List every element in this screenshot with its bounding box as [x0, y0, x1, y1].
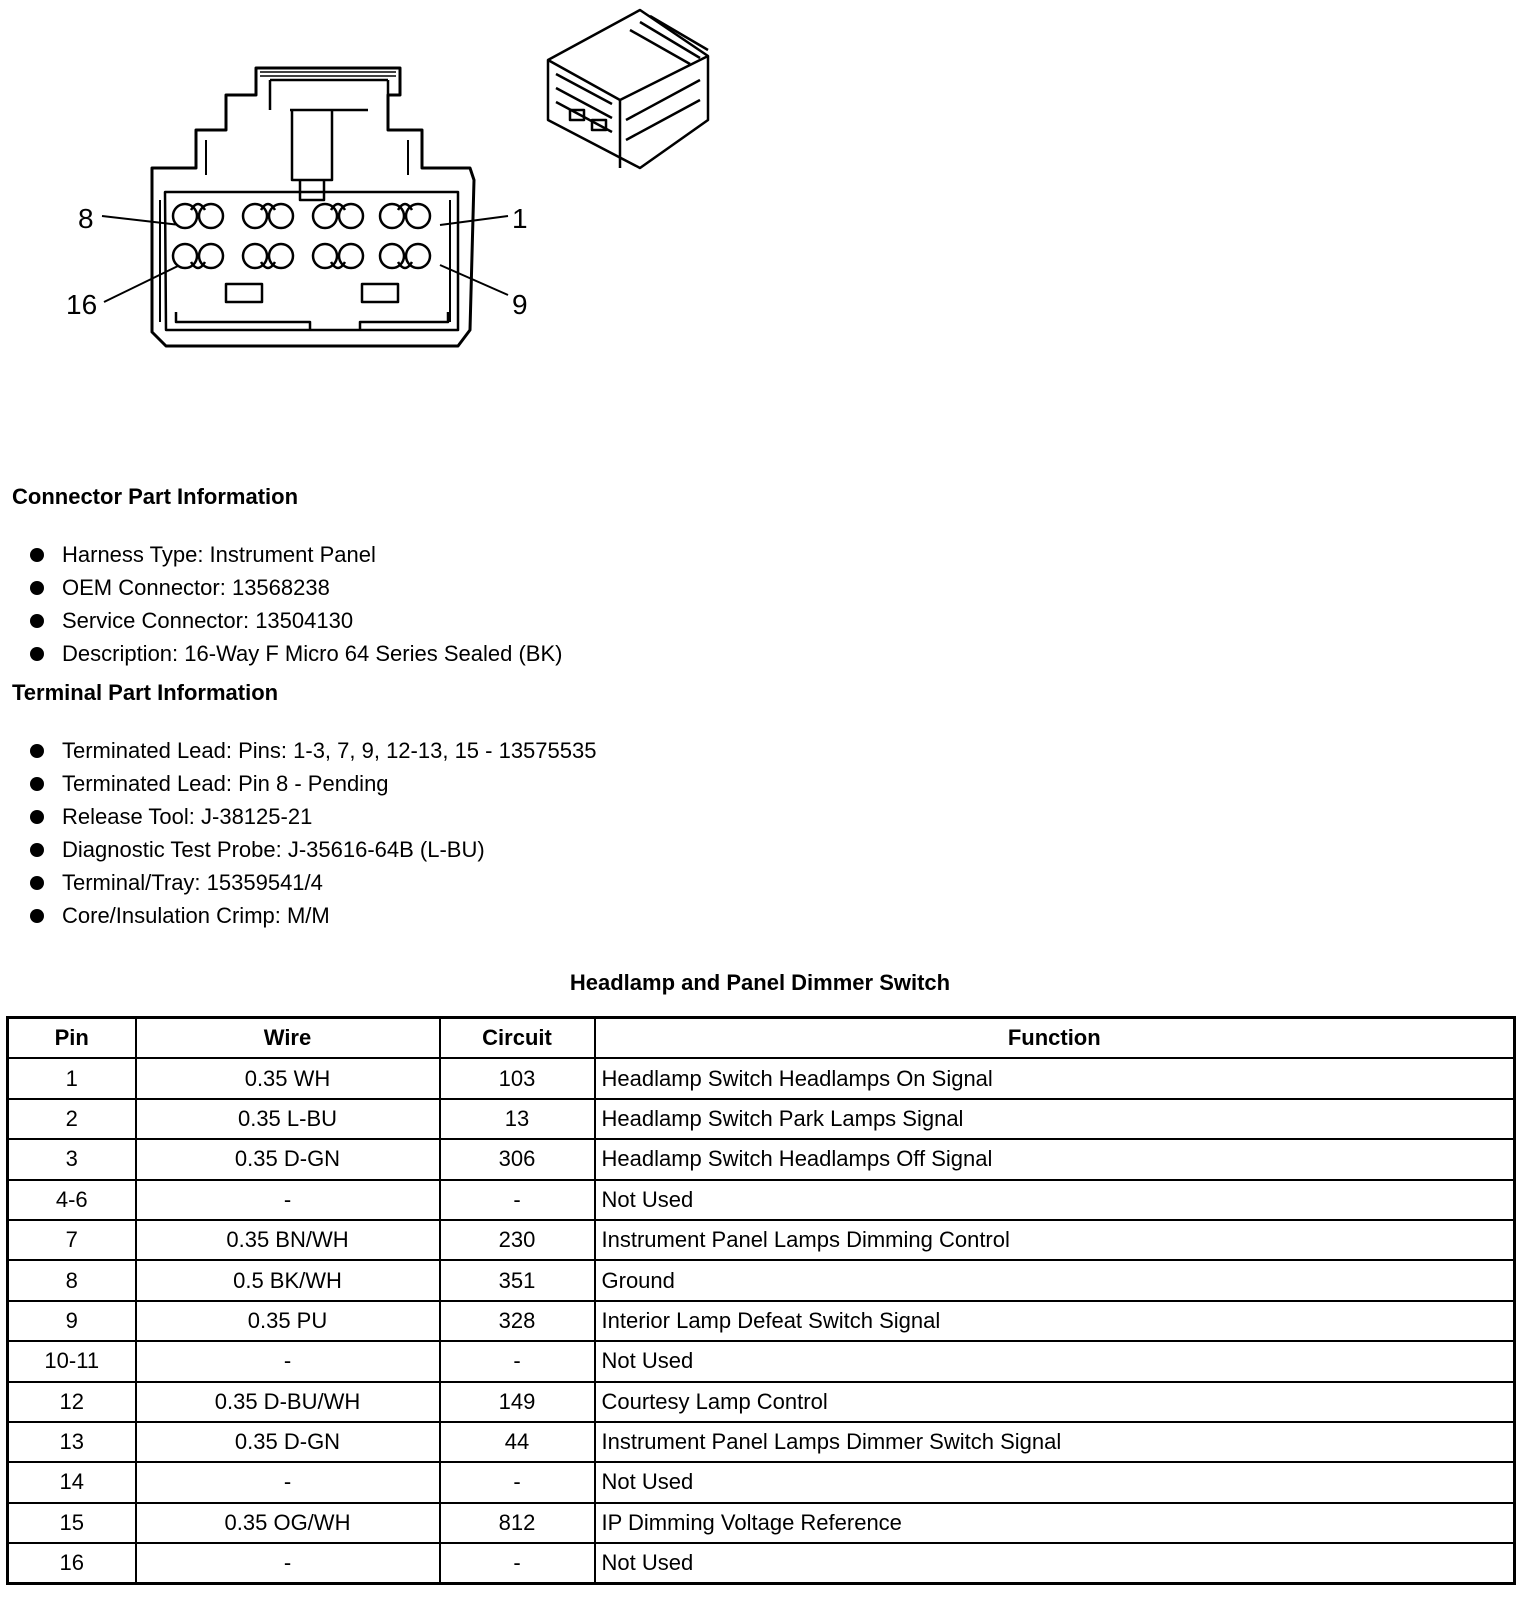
table-row: [8, 1139, 1515, 1179]
cell-function: Headlamp Switch Headlamps On Signal: [595, 1058, 1515, 1098]
cell-function: Instrument Panel Lamps Dimming Control: [595, 1220, 1515, 1260]
cell-pin: 1: [8, 1058, 136, 1098]
cell-wire: 0.35 OG/WH: [136, 1503, 440, 1543]
bullet-icon: [30, 647, 44, 661]
cell-circuit: 103: [440, 1058, 595, 1098]
cell-pin: 15: [8, 1503, 136, 1543]
cell-wire: 0.35 L-BU: [136, 1099, 440, 1139]
bullet-icon: [30, 843, 44, 857]
terminal-part-info-title: Terminal Part Information: [12, 680, 279, 705]
cell-function: Headlamp Switch Headlamps Off Signal: [595, 1139, 1515, 1179]
table-row: [8, 1543, 1515, 1584]
cell-pin: 3: [8, 1139, 136, 1179]
cell-pin: 8: [8, 1260, 136, 1300]
cell-wire: 0.35 D-BU/WH: [136, 1382, 440, 1422]
cell-circuit: -: [440, 1543, 595, 1584]
callout-9: 9: [512, 289, 528, 320]
table-row: [8, 1220, 1515, 1260]
cell-circuit: 230: [440, 1220, 595, 1260]
list-item: Terminal/Tray: 15359541/4: [28, 866, 596, 899]
cell-wire: -: [136, 1341, 440, 1381]
cell-pin: 7: [8, 1220, 136, 1260]
table-row: [8, 1099, 1515, 1139]
list-item: Terminated Lead: Pins: 1-3, 7, 9, 12-13, 15 - 13575535: [28, 734, 596, 767]
table-row: [8, 1260, 1515, 1300]
cell-pin: 9: [8, 1301, 136, 1341]
cell-pin: 2: [8, 1099, 136, 1139]
cell-pin: 14: [8, 1462, 136, 1502]
cell-circuit: 812: [440, 1503, 595, 1543]
cell-wire: 0.35 PU: [136, 1301, 440, 1341]
lock-window-right: [362, 284, 398, 302]
cell-wire: 0.35 D-GN: [136, 1139, 440, 1179]
cell-function: Not Used: [595, 1543, 1515, 1584]
header-wire: Wire: [136, 1018, 440, 1059]
callout-line-8: [102, 216, 180, 225]
cell-function: Not Used: [595, 1341, 1515, 1381]
bullet-icon: [30, 581, 44, 595]
cell-circuit: 306: [440, 1139, 595, 1179]
table-row: [8, 1341, 1515, 1381]
callout-1: 1: [512, 203, 528, 234]
table-row: [8, 1180, 1515, 1220]
cell-function: Courtesy Lamp Control: [595, 1382, 1515, 1422]
terminal-part-info-list: [28, 734, 596, 932]
header-circuit: Circuit: [440, 1018, 595, 1059]
cell-function: IP Dimming Voltage Reference: [595, 1503, 1515, 1543]
list-item: Diagnostic Test Probe: J-35616-64B (L-BU): [28, 833, 596, 866]
cell-function: Not Used: [595, 1462, 1515, 1502]
bullet-icon: [30, 909, 44, 923]
header-function: Function: [595, 1018, 1515, 1059]
table-row: [8, 1301, 1515, 1341]
cell-wire: 0.5 BK/WH: [136, 1260, 440, 1300]
cell-circuit: -: [440, 1341, 595, 1381]
callout-16: 16: [66, 289, 98, 320]
connector-latch: [270, 80, 388, 200]
cell-wire: 0.35 WH: [136, 1058, 440, 1098]
list-item: Core/Insulation Crimp: M/M: [28, 899, 596, 932]
cell-circuit: 149: [440, 1382, 595, 1422]
connector-key: [176, 312, 448, 330]
connector-part-info-list: [28, 538, 562, 670]
cell-function: Instrument Panel Lamps Dimmer Switch Signal: [595, 1422, 1515, 1462]
bullet-icon: [30, 744, 44, 758]
table-row: [8, 1058, 1515, 1098]
bullet-icon: [30, 876, 44, 890]
table-header-row: [8, 1018, 1515, 1059]
list-item: Description: 16-Way F Micro 64 Series Sealed (BK): [28, 637, 562, 670]
cell-circuit: -: [440, 1462, 595, 1502]
bullet-icon: [30, 548, 44, 562]
cell-circuit: 351: [440, 1260, 595, 1300]
table-row: [8, 1462, 1515, 1502]
table-row: [8, 1422, 1515, 1462]
cell-function: Ground: [595, 1260, 1515, 1300]
lock-window-left: [226, 284, 262, 302]
list-item: Terminated Lead: Pin 8 - Pending: [28, 767, 596, 800]
cell-pin: 10-11: [8, 1341, 136, 1381]
connector-3d-view: [548, 10, 708, 168]
cell-function: Not Used: [595, 1180, 1515, 1220]
cell-wire: 0.35 BN/WH: [136, 1220, 440, 1260]
list-item: Release Tool: J-38125-21: [28, 800, 596, 833]
bullet-icon: [30, 614, 44, 628]
cell-function: Headlamp Switch Park Lamps Signal: [595, 1099, 1515, 1139]
callout-8: 8: [78, 203, 94, 234]
cell-circuit: 328: [440, 1301, 595, 1341]
bullet-icon: [30, 810, 44, 824]
callout-line-16: [104, 265, 180, 302]
cell-wire: -: [136, 1543, 440, 1584]
list-item: Service Connector: 13504130: [28, 604, 562, 637]
list-item: OEM Connector: 13568238: [28, 571, 562, 604]
connector-part-info-title: Connector Part Information: [12, 484, 299, 509]
cell-wire: 0.35 D-GN: [136, 1422, 440, 1462]
connector-diagram: [0, 0, 760, 370]
pinout-table: [6, 1016, 1516, 1585]
list-item: Harness Type: Instrument Panel: [28, 538, 562, 571]
cell-circuit: 44: [440, 1422, 595, 1462]
cell-wire: -: [136, 1180, 440, 1220]
header-pin: Pin: [8, 1018, 136, 1059]
cell-circuit: -: [440, 1180, 595, 1220]
cell-pin: 13: [8, 1422, 136, 1462]
table-title: Headlamp and Panel Dimmer Switch: [569, 970, 951, 995]
cell-wire: -: [136, 1462, 440, 1502]
cell-circuit: 13: [440, 1099, 595, 1139]
table-row: [8, 1503, 1515, 1543]
bullet-icon: [30, 777, 44, 791]
cell-pin: 16: [8, 1543, 136, 1584]
cell-pin: 12: [8, 1382, 136, 1422]
table-row: [8, 1382, 1515, 1422]
cell-pin: 4-6: [8, 1180, 136, 1220]
cell-function: Interior Lamp Defeat Switch Signal: [595, 1301, 1515, 1341]
